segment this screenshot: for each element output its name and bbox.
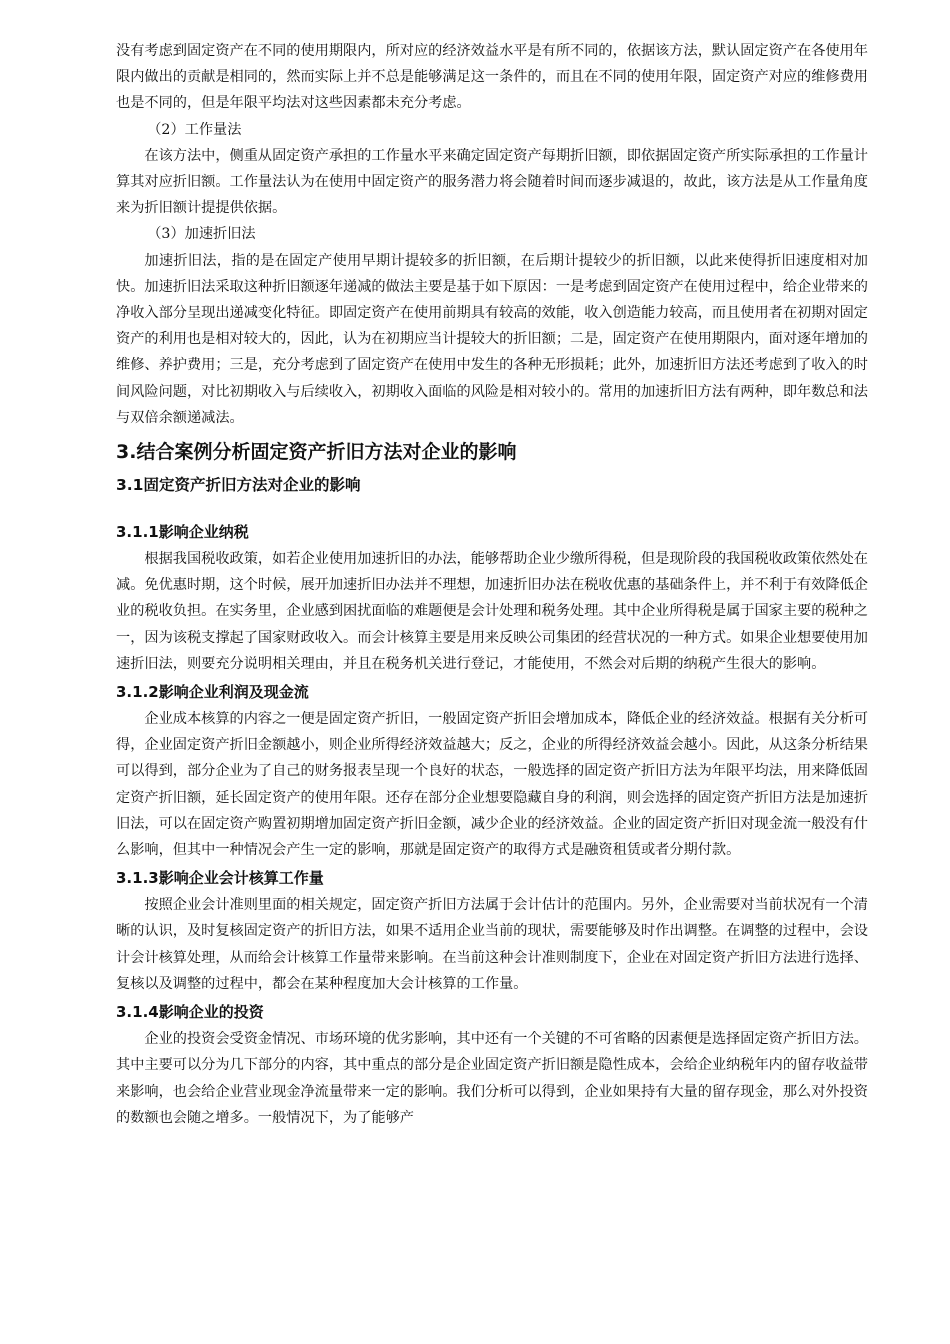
subheading-accelerated-depreciation: （3）加速折旧法 bbox=[147, 226, 256, 243]
section-3-heading: 3.结合案例分析固定资产折旧方法对企业的影响 bbox=[116, 441, 517, 464]
section-3-1-1-heading: 3.1.1影响企业纳税 bbox=[116, 523, 249, 542]
section-3-1-4-body: 企业的投资会受资金情况、市场环境的优劣影响，其中还有一个关键的不可省略的因素便是选择固定资产折旧方法。其中主要可以分为几下部分的内容，其中重点的部分是企业固定资产折旧额是隐性成本，会给企业纳税年内的留存收益带来影响，也会给企业营业现金净流量带来一定的影响。我们分析可以得到，企业如果持有大量的留存现金，那么对外投资的数额也会随之增多。一般情况下，为了能够产 bbox=[116, 1031, 868, 1126]
section-3-1-3-body: 按照企业会计准则里面的相关规定，固定资产折旧方法属于会计估计的范围内。另外，企业需要对当前状况有一个清晰的认识，及时复核固定资产的折旧方法，如果不适用企业当前的现状，需要能够及时作出调整。在调整的过程中，会设计会计核算处理，从而给会计核算工作量带来影响。在当前这种会计准则制度下，企业在对固定资产折旧方法进行选择、复核以及调整的过程中，都会在某种程度加大会计核算的工作量。 bbox=[116, 897, 868, 992]
section-3-1-heading: 3.1固定资产折旧方法对企业的影响 bbox=[116, 476, 361, 495]
document-page bbox=[116, 38, 868, 1131]
section-3-1-2-body: 企业成本核算的内容之一便是固定资产折旧，一般固定资产折旧会增加成本，降低企业的经济效益。根据有关分析可得，企业固定资产折旧金额越小，则企业所得经济效益越大；反之，企业的所得经济效益会越小。因此，从这条分析结果可以得到，部分企业为了自己的财务报表呈现一个良好的状态，一般选择的固定资产折旧方法为年限平均法，用来降低固定资产折旧额，延长固定资产的使用年限。还存在部分企业想要隐藏自身的利润，则会选择的固定资产折旧方法是加速折旧法，可以在固定资产购置初期增加固定资产折旧金额，减少企业的经济效益。企业的固定资产折旧对现金流一般没有什么影响，但其中一种情况会产生一定的影响，那就是固定资产的取得方式是融资租赁或者分期付款。 bbox=[116, 711, 868, 859]
section-3-1-2-heading: 3.1.2影响企业利润及现金流 bbox=[116, 683, 309, 702]
paragraph-straight-line-method-tail: 没有考虑到固定资产在不同的使用期限内，所对应的经济效益水平是有所不同的，依据该方法，默认固定资产在各使用年限内做出的贡献是相同的，然而实际上并不总是能够满足这一条件的，而且在不同的使用年限，固定资产对应的维修费用也是不同的，但是年限平均法对这些因素都未充分考虑。 bbox=[116, 43, 868, 112]
section-3-1-4-heading: 3.1.4影响企业的投资 bbox=[116, 1003, 264, 1022]
section-3-1-1-body: 根据我国税收政策，如若企业使用加速折旧的办法，能够帮助企业少缴所得税，但是现阶段的我国税收政策依然处在减。免优惠时期，这个时候，展开加速折旧办法并不理想，加速折旧办法在税收优惠的基础条件上，并不利于有效降低企业的税收负担。在实务里，企业感到困扰面临的难题便是会计处理和税务处理。其中企业所得税是属于国家主要的税种之一，因为该税支撑起了国家财政收入。而会计核算主要是用来反映公司集团的经营状况的一种方式。如果企业想要使用加速折旧法，则要充分说明相关理由，并且在税务机关进行登记，才能使用，不然会对后期的纳税产生很大的影响。 bbox=[116, 551, 868, 672]
subheading-workload-method: （2）工作量法 bbox=[147, 121, 242, 138]
section-3-1-3-heading: 3.1.3影响企业会计核算工作量 bbox=[116, 869, 324, 888]
paragraph-workload-method: 在该方法中，侧重从固定资产承担的工作量水平来确定固定资产每期折旧额，即依据固定资产所实际承担的工作量计算其对应折旧额。工作量法认为在使用中固定资产的服务潜力将会随着时间而逐步减退的，故此，该方法是从工作量角度来为折旧额计提提供依据。 bbox=[116, 147, 868, 217]
paragraph-accelerated-depreciation: 加速折旧法，指的是在固定产使用早期计提较多的折旧额，在后期计提较少的折旧额，以此来使得折旧速度相对加快。加速折旧法采取这种折旧额逐年递减的做法主要是基于如下原因：一是考虑到固定资产在使用过程中，给企业带来的净收入部分呈现出递减变化特征。即固定资产在使用前期具有较高的效能，收入创造能力较高，而且使用者在初期对固定资产的利用也是相对较大的，因此，认为在初期应当计提较大的折旧额；二是，固定资产在使用期限内，面对逐年增加的维修、养护费用；三是，充分考虑到了固定资产在使用中发生的各种无形损耗；此外，加速折旧方法还考虑到了收入的时间风险问题，对比初期收入与后续收入，初期收入面临的风险是相对较小的。常用的加速折旧方法有两种，即年数总和法与双倍余额递减法。 bbox=[116, 252, 868, 426]
